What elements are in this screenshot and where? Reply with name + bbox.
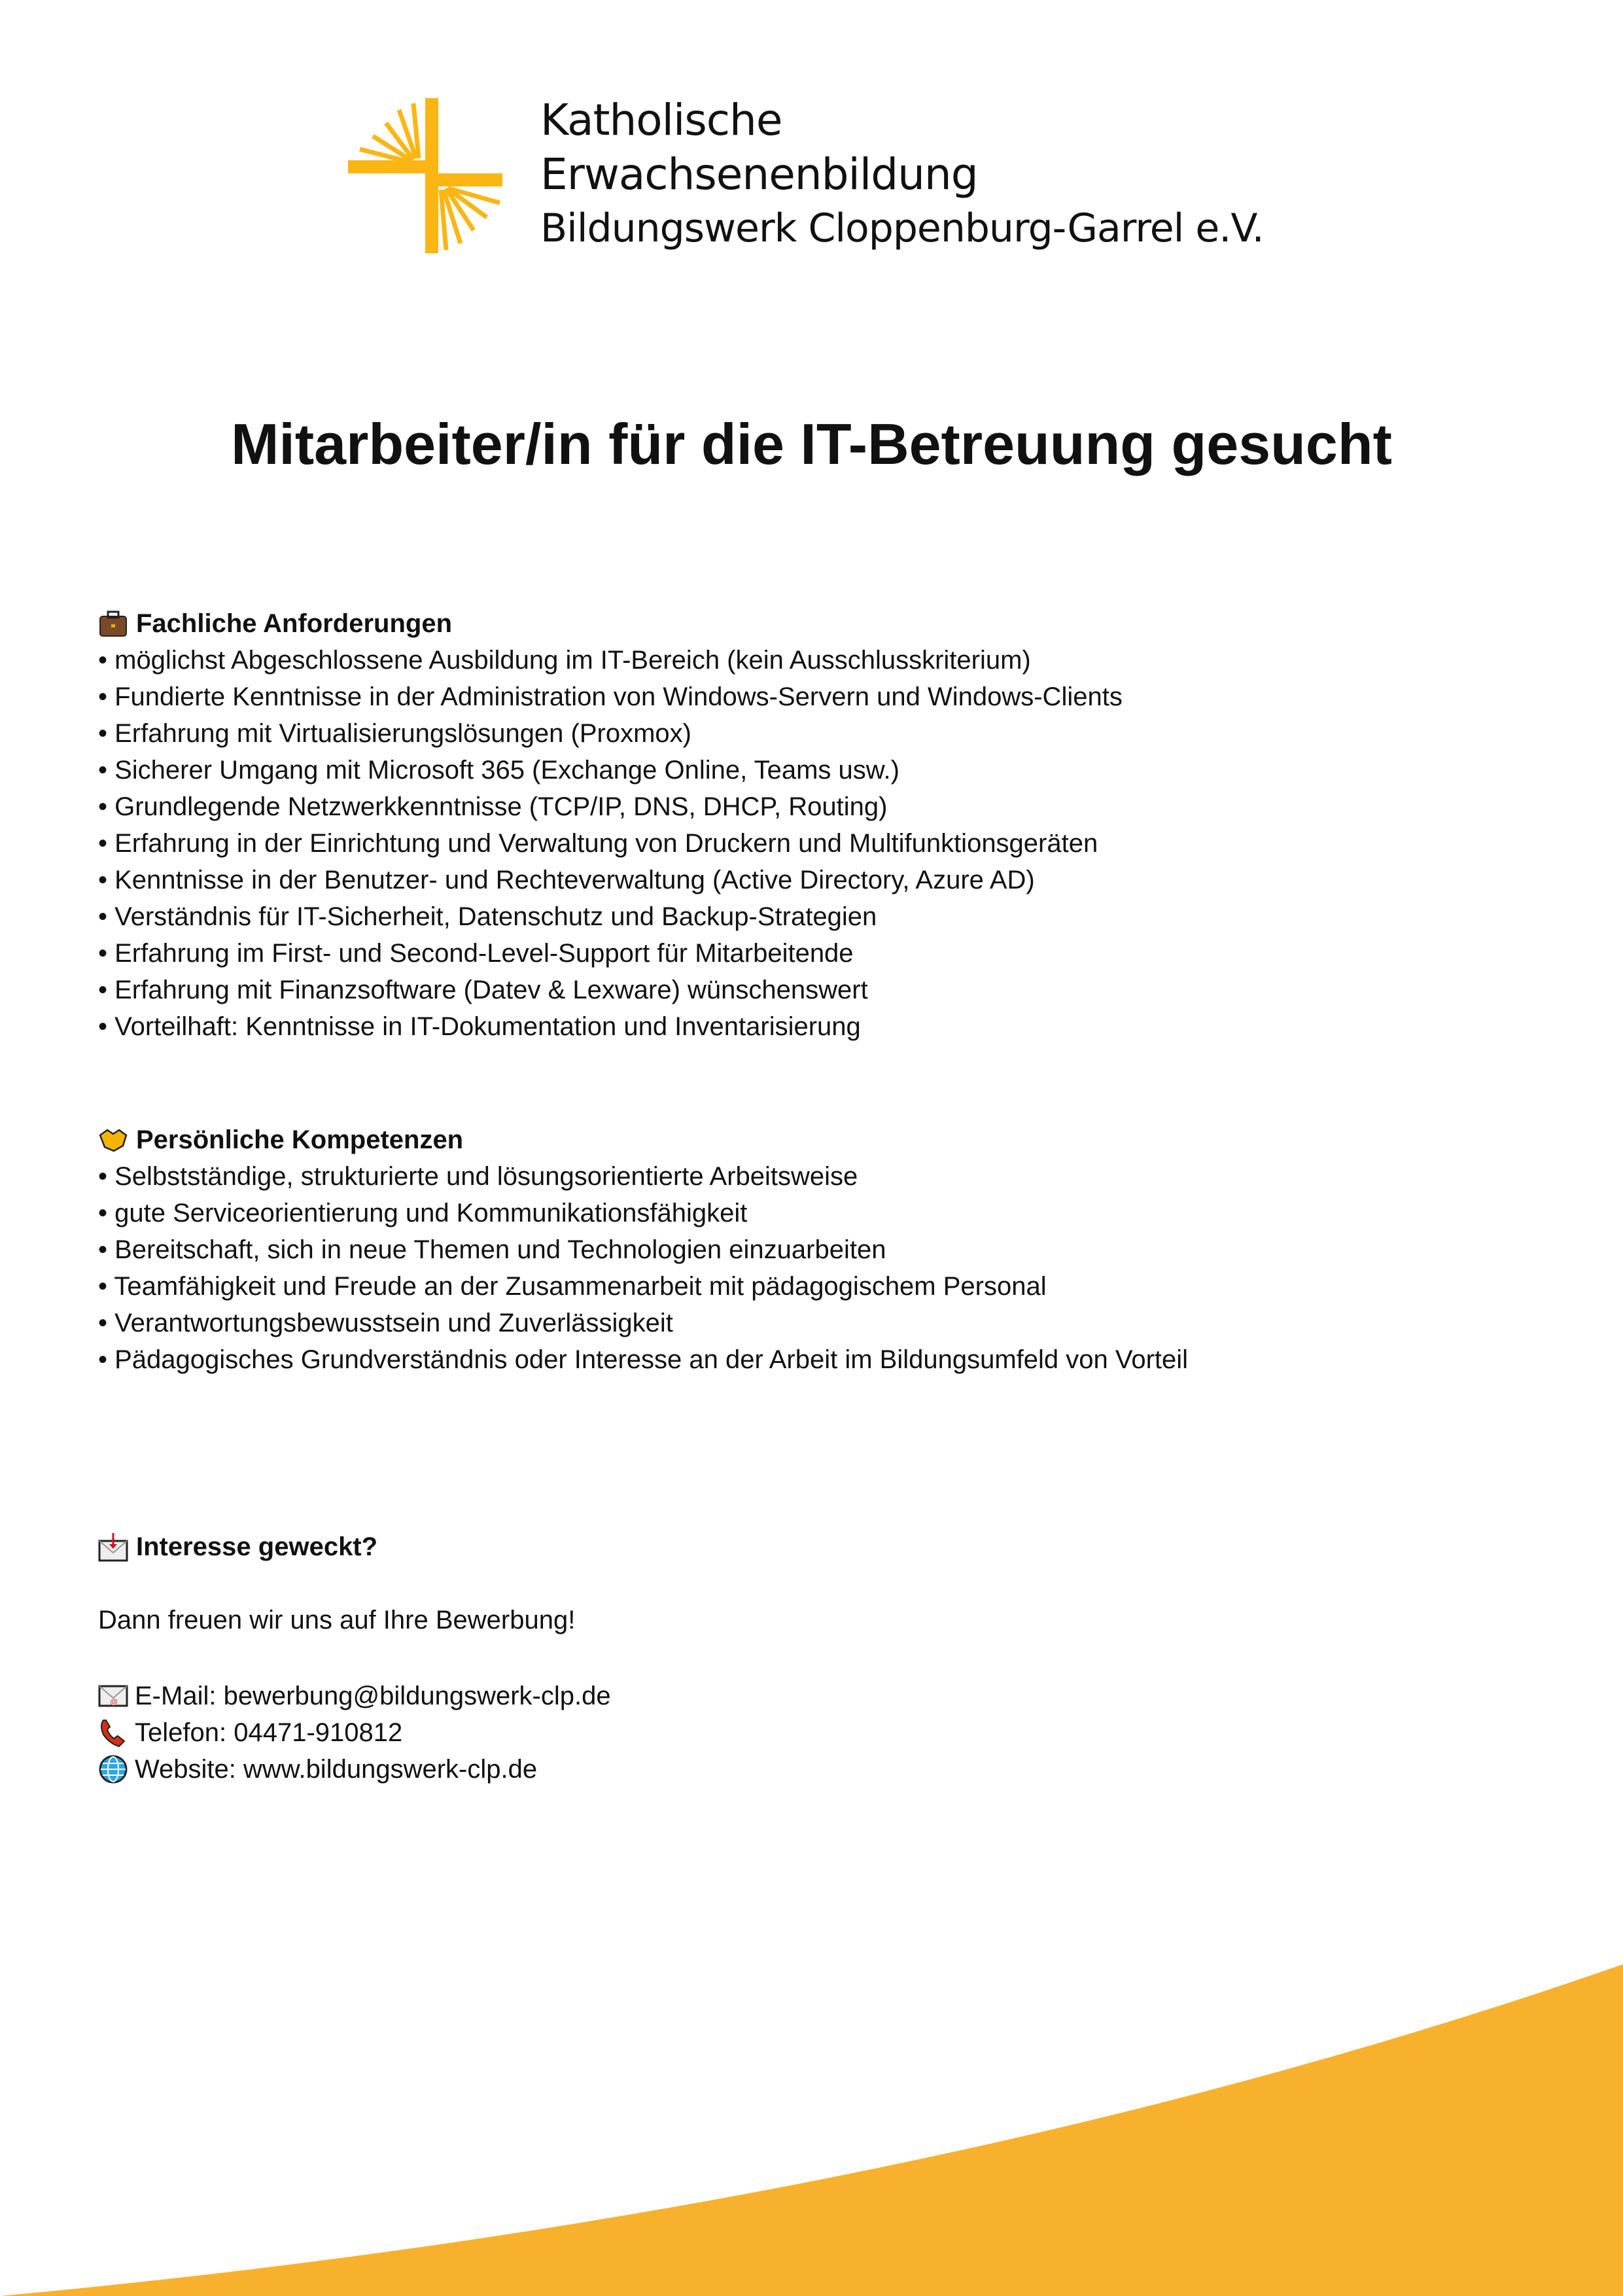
email-icon	[98, 1681, 128, 1711]
contact-heading: Interesse geweckt?	[136, 1532, 378, 1561]
logo-line-2: Erwachsenenbildung	[540, 149, 978, 200]
section-heading: Persönliche Kompetenzen	[136, 1125, 464, 1154]
list-item: • Bereitschaft, sich in neue Themen und Technologien einzuarbeiten	[98, 1235, 886, 1264]
list-item: • Kenntnisse in der Benutzer- und Rechteverwaltung (Active Directory, Azure AD)	[98, 866, 1035, 894]
list-item: • Pädagogisches Grundverständnis oder Interesse an der Arbeit im Bildungsumfeld von Vorteil	[98, 1345, 1189, 1374]
section-heading: Fachliche Anforderungen	[136, 609, 453, 638]
list-item: • Erfahrung mit Finanzsoftware (Datev & Lexware) wünschenswert	[98, 976, 868, 1004]
contact-phone[interactable]: Telefon: 04471-910812	[135, 1718, 403, 1747]
handshake-icon	[98, 1125, 128, 1155]
page-title: Mitarbeiter/in für die IT-Betreuung gesucht	[231, 412, 1392, 476]
contact-intro: Dann freuen wir uns auf Ihre Bewerbung!	[98, 1606, 576, 1634]
list-item: • Vorteilhaft: Kenntnisse in IT-Dokumentation und Inventarisierung	[98, 1012, 861, 1041]
section-requirements	[98, 605, 1123, 1045]
list-item: • Fundierte Kenntnisse in der Administration von Windows-Servern und Windows-Clients	[98, 682, 1123, 711]
contact-website[interactable]: Website: www.bildungswerk-clp.de	[135, 1755, 538, 1784]
list-item: • gute Serviceorientierung und Kommunikationsfähigkeit	[98, 1199, 748, 1227]
svg-text:@: @	[110, 1697, 118, 1706]
logo-line-1: Katholische	[540, 95, 782, 145]
list-item: • Verantwortungsbewusstsein und Zuverlässigkeit	[98, 1309, 673, 1337]
list-item: • Erfahrung mit Virtualisierungslösungen (Proxmox)	[98, 719, 691, 748]
logo-line-3: Bildungswerk Cloppenburg-Garrel e.V.	[540, 205, 1264, 251]
list-item: • Erfahrung in der Einrichtung und Verwaltung von Druckern und Multifunktionsgeräten	[98, 829, 1098, 858]
contact-email[interactable]: E-Mail: bewerbung@bildungswerk-clp.de	[135, 1682, 611, 1710]
list-item: • Sicherer Umgang mit Microsoft 365 (Exchange Online, Teams usw.)	[98, 756, 899, 785]
list-item: • Verständnis für IT-Sicherheit, Datenschutz und Backup-Strategien	[98, 902, 877, 931]
section-competences	[98, 1122, 1188, 1378]
envelope-arrow-icon	[98, 1532, 128, 1562]
phone-icon	[98, 1718, 128, 1748]
list-item: • Erfahrung im First- und Second-Level-Support für Mitarbeitende	[98, 939, 854, 968]
list-item: • Teamfähigkeit und Freude an der Zusammenarbeit mit pädagogischem Personal	[98, 1272, 1047, 1301]
organization-name	[540, 93, 1264, 256]
section-contact	[98, 1528, 611, 1788]
list-item: • Grundlegende Netzwerkkenntnisse (TCP/IP, DNS, DHCP, Routing)	[98, 792, 888, 821]
list-item: • Selbstständige, strukturierte und lösungsorientierte Arbeitsweise	[98, 1162, 858, 1191]
globe-icon	[98, 1754, 128, 1784]
logo-icon	[348, 98, 505, 255]
briefcase-icon	[98, 609, 128, 639]
list-item: • möglichst Abgeschlossene Ausbildung im IT-Bereich (kein Ausschlusskriterium)	[98, 646, 1031, 675]
